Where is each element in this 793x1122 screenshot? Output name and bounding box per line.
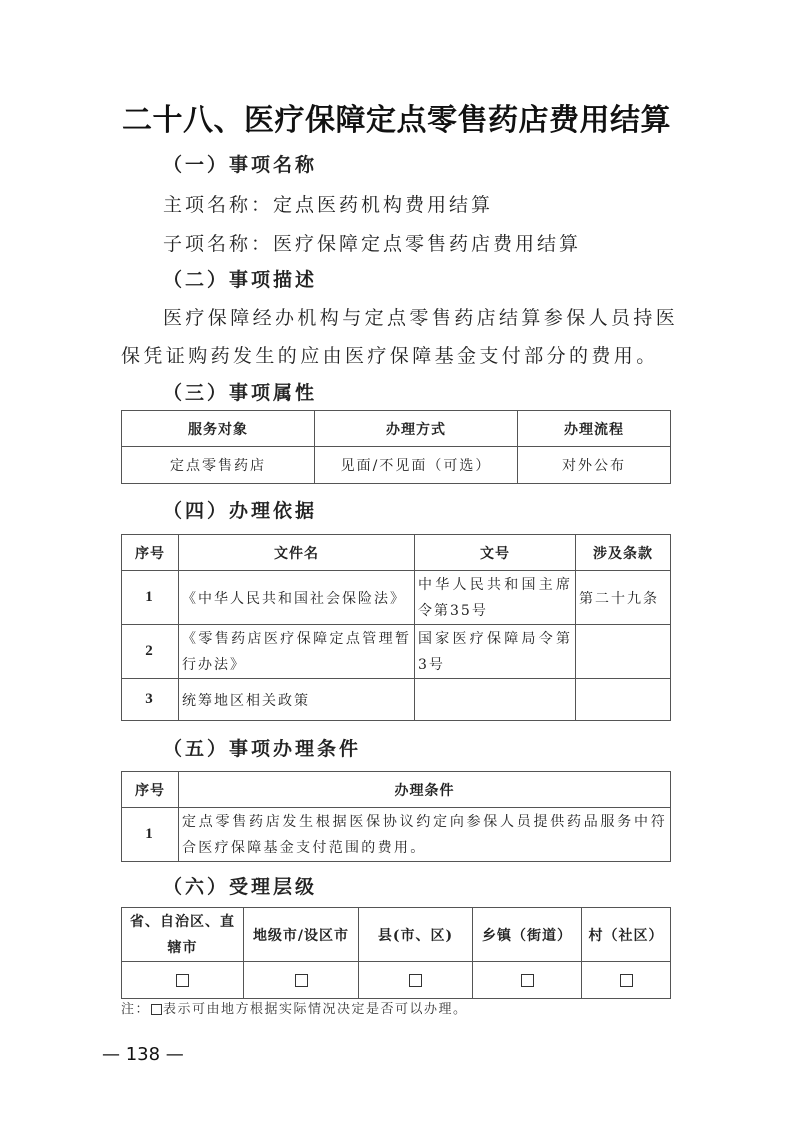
cell-handling-process: 对外公布 bbox=[518, 447, 671, 484]
conditions-table bbox=[121, 771, 671, 862]
header-county: 县(市、区) bbox=[359, 908, 473, 962]
table-row bbox=[122, 571, 671, 625]
header-handling-method: 办理方式 bbox=[315, 411, 518, 447]
section-2-heading: （二）事项描述 bbox=[163, 269, 318, 291]
checkbox-township[interactable] bbox=[521, 974, 534, 987]
description-line-2: 保凭证购药发生的应由医疗保障基金支付部分的费用。 bbox=[121, 345, 659, 367]
header-seq: 序号 bbox=[122, 772, 179, 808]
checkbox-icon bbox=[151, 1004, 162, 1015]
header-village: 村（社区） bbox=[582, 908, 671, 962]
section-6-heading: （六）受理层级 bbox=[163, 876, 318, 898]
section-1-heading: （一）事项名称 bbox=[163, 154, 318, 176]
cell-clauses: 第二十九条 bbox=[576, 571, 671, 625]
level-table bbox=[121, 907, 671, 999]
checkbox-county[interactable] bbox=[409, 974, 422, 987]
cell-seq: 2 bbox=[122, 625, 179, 679]
checkbox-city[interactable] bbox=[295, 974, 308, 987]
header-township: 乡镇（街道） bbox=[473, 908, 582, 962]
header-handling-process: 办理流程 bbox=[518, 411, 671, 447]
table-row bbox=[122, 962, 671, 999]
header-conditions: 办理条件 bbox=[179, 772, 671, 808]
checkbox-village[interactable] bbox=[620, 974, 633, 987]
section-3-heading: （三）事项属性 bbox=[163, 382, 318, 404]
note-prefix: 注： bbox=[121, 1002, 151, 1017]
cell-handling-method: 见面/不见面（可选） bbox=[315, 447, 518, 484]
cell-clauses bbox=[576, 625, 671, 679]
table-row bbox=[122, 808, 671, 862]
table-row bbox=[122, 625, 671, 679]
header-clauses: 涉及条款 bbox=[576, 535, 671, 571]
sub-item-name: 子项名称：医疗保障定点零售药店费用结算 bbox=[163, 233, 582, 255]
cell-doc-number: 中华人民共和国主席令第35号 bbox=[415, 571, 576, 625]
header-province: 省、自治区、直辖市 bbox=[122, 908, 244, 962]
section-5-heading: （五）事项办理条件 bbox=[163, 738, 362, 760]
note-text: 表示可由地方根据实际情况决定是否可以办理。 bbox=[163, 1002, 468, 1017]
header-city: 地级市/设区市 bbox=[244, 908, 359, 962]
header-doc-number: 文号 bbox=[415, 535, 576, 571]
main-item-name: 主项名称：定点医药机构费用结算 bbox=[163, 194, 494, 216]
description-line-1: 医疗保障经办机构与定点零售药店结算参保人员持医 bbox=[163, 307, 679, 329]
checkbox-province[interactable] bbox=[176, 974, 189, 987]
table-row bbox=[122, 679, 671, 721]
cell-service-target: 定点零售药店 bbox=[122, 447, 315, 484]
section-4-heading: （四）办理依据 bbox=[163, 500, 318, 522]
footnote bbox=[121, 998, 468, 1017]
header-seq: 序号 bbox=[122, 535, 179, 571]
cell-doc-number bbox=[415, 679, 576, 721]
cell-clauses bbox=[576, 679, 671, 721]
cell-seq: 1 bbox=[122, 571, 179, 625]
header-doc-name: 文件名 bbox=[179, 535, 415, 571]
header-service-target: 服务对象 bbox=[122, 411, 315, 447]
cell-doc-name: 统筹地区相关政策 bbox=[179, 679, 415, 721]
cell-doc-name: 《中华人民共和国社会保险法》 bbox=[179, 571, 415, 625]
cell-doc-name: 《零售药店医疗保障定点管理暂行办法》 bbox=[179, 625, 415, 679]
cell-doc-number: 国家医疗保障局令第 3号 bbox=[415, 625, 576, 679]
cell-seq: 3 bbox=[122, 679, 179, 721]
page-title: 二十八、医疗保障定点零售药店费用结算 bbox=[122, 103, 671, 138]
cell-condition: 定点零售药店发生根据医保协议约定向参保人员提供药品服务中符合医疗保障基金支付范围的费用。 bbox=[179, 808, 671, 862]
table-row bbox=[122, 447, 671, 484]
attributes-table bbox=[121, 410, 671, 484]
cell-seq: 1 bbox=[122, 808, 179, 862]
page-number: — 138 — bbox=[102, 1044, 184, 1065]
basis-table bbox=[121, 534, 671, 721]
